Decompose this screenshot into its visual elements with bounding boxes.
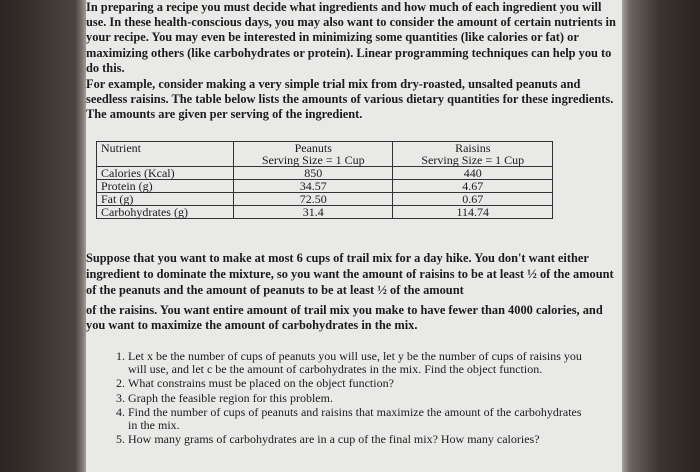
list-item: 1. Let x be the number of cups of peanuts you will use, let y be the number of cups of raisins you will use, and let c be the amount of carbohydrates in the mix. Find the object function.: [128, 350, 588, 375]
table-cell: Carbohydrates (g): [97, 206, 234, 219]
table-header-raisins: [393, 142, 553, 167]
question-list: [108, 350, 588, 448]
table-cell: 31.4: [233, 206, 393, 219]
fraction-one-half: ½: [527, 266, 537, 282]
table-header-peanuts: [233, 142, 393, 167]
problem-paragraph-2: of the raisins. You want entire amount of trail mix you make to have fewer than 4000 calories, and you want to maximize the amount of carbohydrates in the mix.: [86, 303, 603, 333]
table-row: [97, 180, 553, 193]
table-cell: 440: [393, 167, 553, 180]
peanuts-label: Peanuts: [294, 141, 332, 155]
list-item: 4. Find the number of cups of peanuts and raisins that maximize the amount of the carbohydrates in the mix.: [128, 406, 588, 431]
table-header-row: [97, 142, 553, 167]
problem-part-a: Suppose that you want to make at most 6 cups of trail mix for a day hike. You don't want either ingredient to dominate the mixture, so you want the amount of raisins to be at least: [86, 251, 589, 282]
table-cell: 4.67: [393, 180, 553, 193]
peanuts-serving: Serving Size = 1 Cup: [261, 153, 365, 167]
table-row: [97, 193, 553, 206]
raisins-serving: Serving Size = 1 Cup: [421, 153, 525, 167]
table-cell: 0.67: [393, 193, 553, 206]
table-cell: Protein (g): [97, 180, 234, 193]
list-item: 2. What constrains must be placed on the object function?: [128, 377, 588, 390]
intro-paragraph-1: In preparing a recipe you must decide what ingredients and how much of each ingredient you will use. In these health-conscious days, you may also want to consider the amount of certain nutrients in your recipe. You may even be interested in minimizing some quantities (like calories or fat) or maximizing others (like carbohydrates or protein). Linear programming techniques can help you to do this.: [86, 0, 616, 75]
table-row: [97, 167, 553, 180]
table-header-nutrient: Nutrient: [97, 142, 234, 167]
problem-part-b: of the amount of the peanuts and the amount of peanuts to be at least: [86, 267, 614, 298]
problem-part-c: of the amount: [386, 283, 464, 298]
document-page: [86, 0, 622, 472]
intro-paragraph-2: For example, consider making a very simple trial mix from dry-roasted, unsalted peanuts and seedless raisins. The table below lists the amounts of various dietary quantities for these ingredients. The amounts are given per serving of the ingredient.: [86, 77, 614, 122]
raisins-label: Raisins: [455, 141, 491, 155]
table-cell: 72.50: [233, 193, 393, 206]
table-cell: Fat (g): [97, 193, 234, 206]
table-cell: 114.74: [393, 206, 553, 219]
list-item: 5. How many grams of carbohydrates are in a cup of the final mix? How many calories?: [128, 433, 588, 446]
problem-paragraph: [86, 251, 622, 299]
table-row: [97, 206, 553, 219]
fraction-one-half: ½: [377, 282, 387, 298]
nutrition-table: [96, 141, 553, 219]
table-cell: 34.57: [233, 180, 393, 193]
list-item: 3. Graph the feasible region for this problem.: [128, 392, 588, 405]
table-cell: Calories (Kcal): [97, 167, 234, 180]
table-cell: 850: [233, 167, 393, 180]
